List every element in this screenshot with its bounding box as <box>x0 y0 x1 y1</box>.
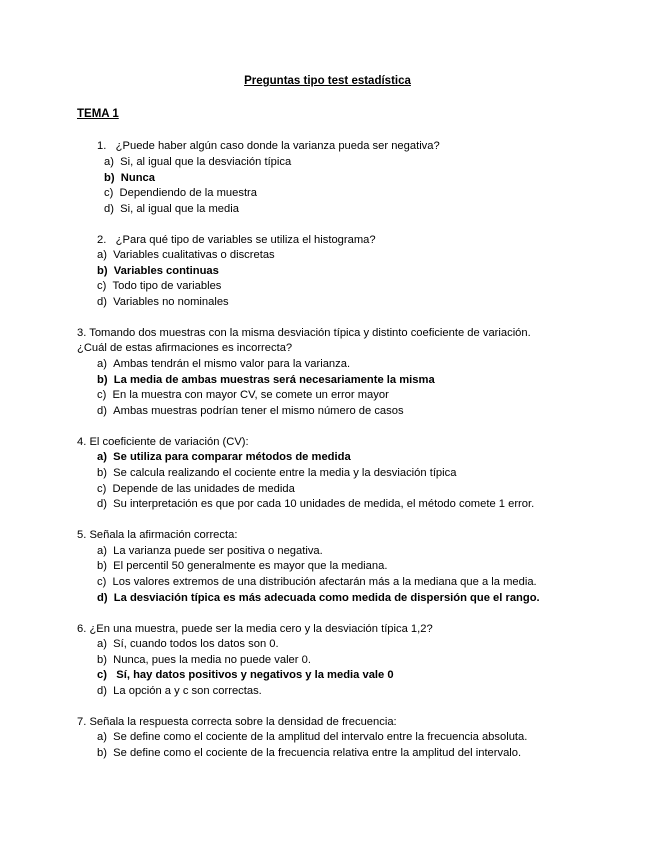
option-letter: c) <box>97 669 107 681</box>
option-text: La desviación típica es más adecuada como medida de dispersión que el rango. <box>113 592 540 604</box>
option-text: Nunca <box>120 172 155 184</box>
option-letter: c) <box>97 483 107 495</box>
option-letter: a) <box>97 545 107 557</box>
option-letter: a) <box>97 358 107 370</box>
option-5a <box>97 544 323 558</box>
question-2 <box>97 233 376 247</box>
option-4a-correct <box>97 450 351 464</box>
option-text: Se define como el cociente de la frecuencia relativa entre la amplitud del intervalo. <box>113 747 522 759</box>
option-letter: d) <box>97 498 107 510</box>
option-letter: a) <box>104 156 114 168</box>
option-2d <box>97 295 229 309</box>
option-6d <box>97 684 262 698</box>
option-6c-correct <box>97 668 394 682</box>
option-3c <box>97 388 389 402</box>
option-1b-correct <box>104 171 155 185</box>
option-5d-correct <box>97 591 540 605</box>
option-1d <box>104 202 239 216</box>
option-7b <box>97 746 521 760</box>
question-number: 1. <box>97 140 107 152</box>
option-letter: c) <box>97 576 107 588</box>
option-letter: b) <box>97 747 107 759</box>
question-7: 7. Señala la respuesta correcta sobre la densidad de frecuencia: <box>77 716 397 728</box>
option-text: Si, al igual que la desviación típica <box>120 156 292 168</box>
option-letter: a) <box>97 249 107 261</box>
option-text: En la muestra con mayor CV, se comete un error mayor <box>112 389 389 401</box>
option-letter: c) <box>97 389 107 401</box>
option-6a <box>97 637 279 651</box>
question-3-line-1: 3. Tomando dos muestras con la misma desviación típica y distinto coeficiente de variación. <box>77 327 531 339</box>
option-letter: b) <box>97 654 107 666</box>
option-text: Sí, cuando todos los datos son 0. <box>113 638 279 650</box>
option-text: Todo tipo de variables <box>112 280 222 292</box>
question-number: 2. <box>97 234 107 246</box>
option-letter: b) <box>104 172 115 184</box>
option-4b <box>97 466 456 480</box>
question-3-line-2: ¿Cuál de estas afirmaciones es incorrecta? <box>77 342 293 354</box>
option-4d <box>97 497 534 511</box>
question-5: 5. Señala la afirmación correcta: <box>77 529 238 541</box>
option-letter: d) <box>97 685 107 697</box>
option-text: Variables continuas <box>113 265 219 277</box>
option-5c <box>97 575 537 589</box>
section-heading: TEMA 1 <box>77 108 119 120</box>
option-text: Se calcula realizando el cociente entre la media y la desviación típica <box>113 467 457 479</box>
option-text: Ambas tendrán el mismo valor para la varianza. <box>113 358 351 370</box>
option-2c <box>97 279 221 293</box>
option-3d <box>97 404 404 418</box>
option-7a <box>97 730 527 744</box>
option-text: Dependiendo de la muestra <box>119 187 257 199</box>
question-text: ¿Puede haber algún caso donde la varianza pueda ser negativa? <box>115 140 440 152</box>
option-text: Nunca, pues la media no puede valer 0. <box>113 654 311 666</box>
option-3b-correct <box>97 373 435 387</box>
option-letter: b) <box>97 265 108 277</box>
option-letter: b) <box>97 374 108 386</box>
option-letter: b) <box>97 560 107 572</box>
option-5b <box>97 559 387 573</box>
option-text: Depende de las unidades de medida <box>112 483 295 495</box>
option-text: Su interpretación es que por cada 10 unidades de medida, el método comete 1 error. <box>113 498 535 510</box>
option-1a <box>104 155 291 169</box>
option-letter: c) <box>104 187 114 199</box>
question-4: 4. El coeficiente de variación (CV): <box>77 436 249 448</box>
option-letter: d) <box>97 592 108 604</box>
option-letter: d) <box>104 203 114 215</box>
option-text: Si, al igual que la media <box>120 203 239 215</box>
option-6b <box>97 653 311 667</box>
option-1c <box>104 186 257 200</box>
option-letter: a) <box>97 638 107 650</box>
option-4c <box>97 482 295 496</box>
option-2a <box>97 248 275 262</box>
option-text: Se utiliza para comparar métodos de medida <box>113 451 351 463</box>
option-text: El percentil 50 generalmente es mayor que la mediana. <box>113 560 388 572</box>
option-text: La varianza puede ser positiva o negativa. <box>113 545 323 557</box>
question-text: ¿Para qué tipo de variables se utiliza el histograma? <box>115 234 376 246</box>
option-3a <box>97 357 350 371</box>
question-1 <box>97 139 440 153</box>
option-text: Variables no nominales <box>113 296 229 308</box>
option-text: Sí, hay datos positivos y negativos y la media vale 0 <box>116 669 394 681</box>
option-2b-correct <box>97 264 219 278</box>
page-title: Preguntas tipo test estadística <box>244 75 411 87</box>
option-letter: a) <box>97 731 107 743</box>
option-letter: a) <box>97 451 107 463</box>
question-6: 6. ¿En una muestra, puede ser la media cero y la desviación típica 1,2? <box>77 623 433 635</box>
option-text: Ambas muestras podrían tener el mismo número de casos <box>113 405 404 417</box>
option-text: Los valores extremos de una distribución afectarán más a la mediana que a la media. <box>112 576 537 588</box>
option-letter: b) <box>97 467 107 479</box>
option-text: Variables cualitativas o discretas <box>113 249 275 261</box>
option-letter: d) <box>97 296 107 308</box>
option-text: Se define como el cociente de la amplitud del intervalo entre la frecuencia absoluta. <box>113 731 528 743</box>
option-letter: c) <box>97 280 107 292</box>
option-letter: d) <box>97 405 107 417</box>
option-text: La opción a y c son correctas. <box>113 685 262 697</box>
option-text: La media de ambas muestras será necesariamente la misma <box>113 374 435 386</box>
